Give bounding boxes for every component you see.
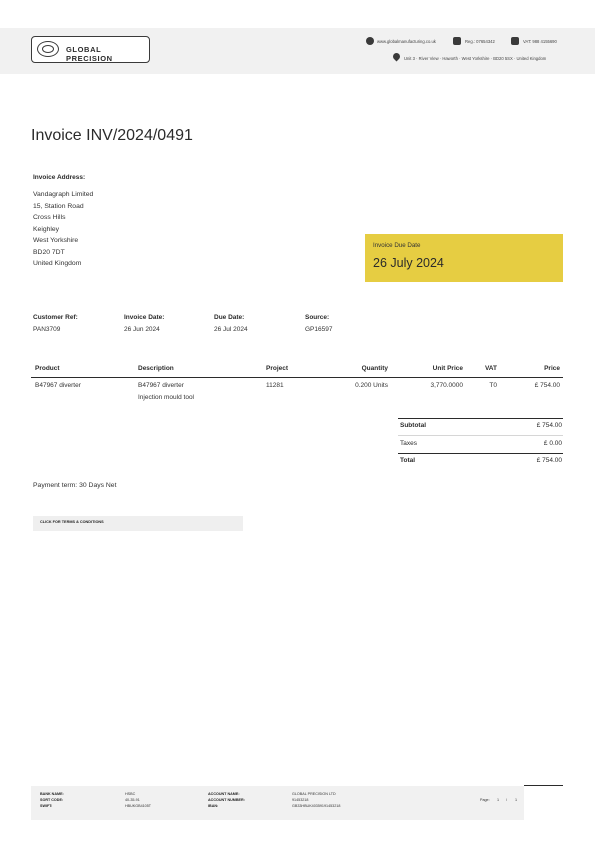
globe-icon	[366, 37, 374, 45]
location-pin-icon	[392, 52, 402, 62]
logo-text: GLOBAL PRECISION	[66, 45, 113, 63]
page-current: 1	[497, 798, 500, 802]
subtotal-label: Subtotal	[400, 422, 426, 429]
company-address: Unit 3 · River View · Haworth · West Yorkshire · BD20 5SX · United Kingdom	[404, 56, 547, 61]
payment-term: Payment term: 30 Days Net	[33, 482, 117, 489]
address-line: BD20 7DT	[33, 249, 65, 256]
cell-description-line2: Injection mould tool	[138, 394, 195, 401]
total-label: Total	[400, 457, 416, 464]
sort-code-value: 40-35-91	[125, 798, 140, 802]
swift-label: SWIFT:	[40, 804, 53, 808]
table-header-rule	[31, 377, 563, 378]
website-link[interactable]: www.globalmanufacturing.co.uk	[377, 39, 436, 44]
taxes-value: £ 0.00	[543, 440, 562, 447]
vat-icon	[511, 37, 519, 45]
column-header-product: Product	[35, 365, 60, 372]
cell-vat: T0	[489, 382, 497, 389]
customer-ref-label: Customer Ref:	[33, 314, 78, 321]
logo-globe-icon	[37, 41, 59, 57]
column-header-project: Project	[266, 365, 289, 372]
taxes-label: Taxes	[400, 440, 417, 447]
total-rule	[398, 453, 563, 454]
account-number-value: 91453218	[292, 798, 309, 802]
column-header-description: Description	[138, 365, 174, 372]
account-number-label: ACCOUNT NUMBER:	[208, 798, 245, 802]
cell-product: B47967 diverter	[35, 382, 81, 389]
page-total: 1	[515, 798, 518, 802]
bank-details-footer	[31, 786, 524, 820]
company-registration: Reg.: 07654342	[465, 39, 495, 44]
source-value: GP16597	[305, 326, 333, 333]
source-label: Source:	[305, 314, 330, 321]
iban-value: GB33HBUK40359191453218	[292, 804, 341, 808]
account-name-value: GLOBAL PRECISION LTD	[292, 792, 336, 796]
column-header-price: Price	[544, 365, 560, 372]
subtotal-rule	[398, 418, 563, 419]
cell-unit-price: 3,770.0000	[430, 382, 463, 389]
terms-and-conditions-button[interactable]: CLICK FOR TERMS & CONDITIONS	[33, 516, 243, 531]
sort-code-label: SORT CODE:	[40, 798, 64, 802]
account-name-label: ACCOUNT NAME:	[208, 792, 240, 796]
address-line: United Kingdom	[33, 260, 82, 267]
due-date-label: Invoice Due Date	[373, 242, 421, 249]
page-header	[0, 28, 595, 74]
due-date-meta-label: Due Date:	[214, 314, 245, 321]
registration-icon	[453, 37, 461, 45]
vat-number: VAT: 988 4155690	[523, 39, 557, 44]
cell-project: 11281	[266, 382, 284, 389]
swift-value: HBUKGB4105T	[125, 804, 152, 808]
invoice-date-label: Invoice Date:	[124, 314, 165, 321]
page-label: Page:	[480, 798, 490, 802]
column-header-quantity: Quantity	[361, 365, 388, 372]
invoice-date-value: 26 Jun 2024	[124, 326, 160, 333]
company-logo	[31, 36, 150, 63]
taxes-rule	[398, 435, 563, 436]
address-line: 15, Station Road	[33, 203, 84, 210]
customer-ref-value: PAN3709	[33, 326, 61, 333]
cell-description: B47967 diverter	[138, 382, 184, 389]
subtotal-value: £ 754.00	[536, 422, 562, 429]
cell-quantity: 0.200 Units	[355, 382, 388, 389]
column-header-unit-price: Unit Price	[432, 365, 463, 372]
due-date-box	[365, 234, 563, 282]
invoice-title: Invoice INV/2024/0491	[31, 127, 193, 144]
address-line: West Yorkshire	[33, 237, 79, 244]
invoice-address-label: Invoice Address:	[33, 174, 86, 181]
bank-name-value: HSBC	[125, 792, 136, 796]
page-separator: /	[506, 798, 508, 802]
address-line: Vandagraph Limited	[33, 191, 94, 198]
iban-label: IBAN:	[208, 804, 219, 808]
due-date-value: 26 July 2024	[373, 256, 444, 270]
address-line: Keighley	[33, 226, 60, 233]
column-header-vat: VAT	[484, 365, 497, 372]
total-value: £ 754.00	[536, 457, 562, 464]
address-line: Cross Hills	[33, 214, 66, 221]
footer-rule	[524, 785, 563, 786]
cell-price: £ 754.00	[534, 382, 560, 389]
bank-name-label: BANK NAME:	[40, 792, 64, 796]
due-date-meta-value: 26 Jul 2024	[214, 326, 248, 333]
